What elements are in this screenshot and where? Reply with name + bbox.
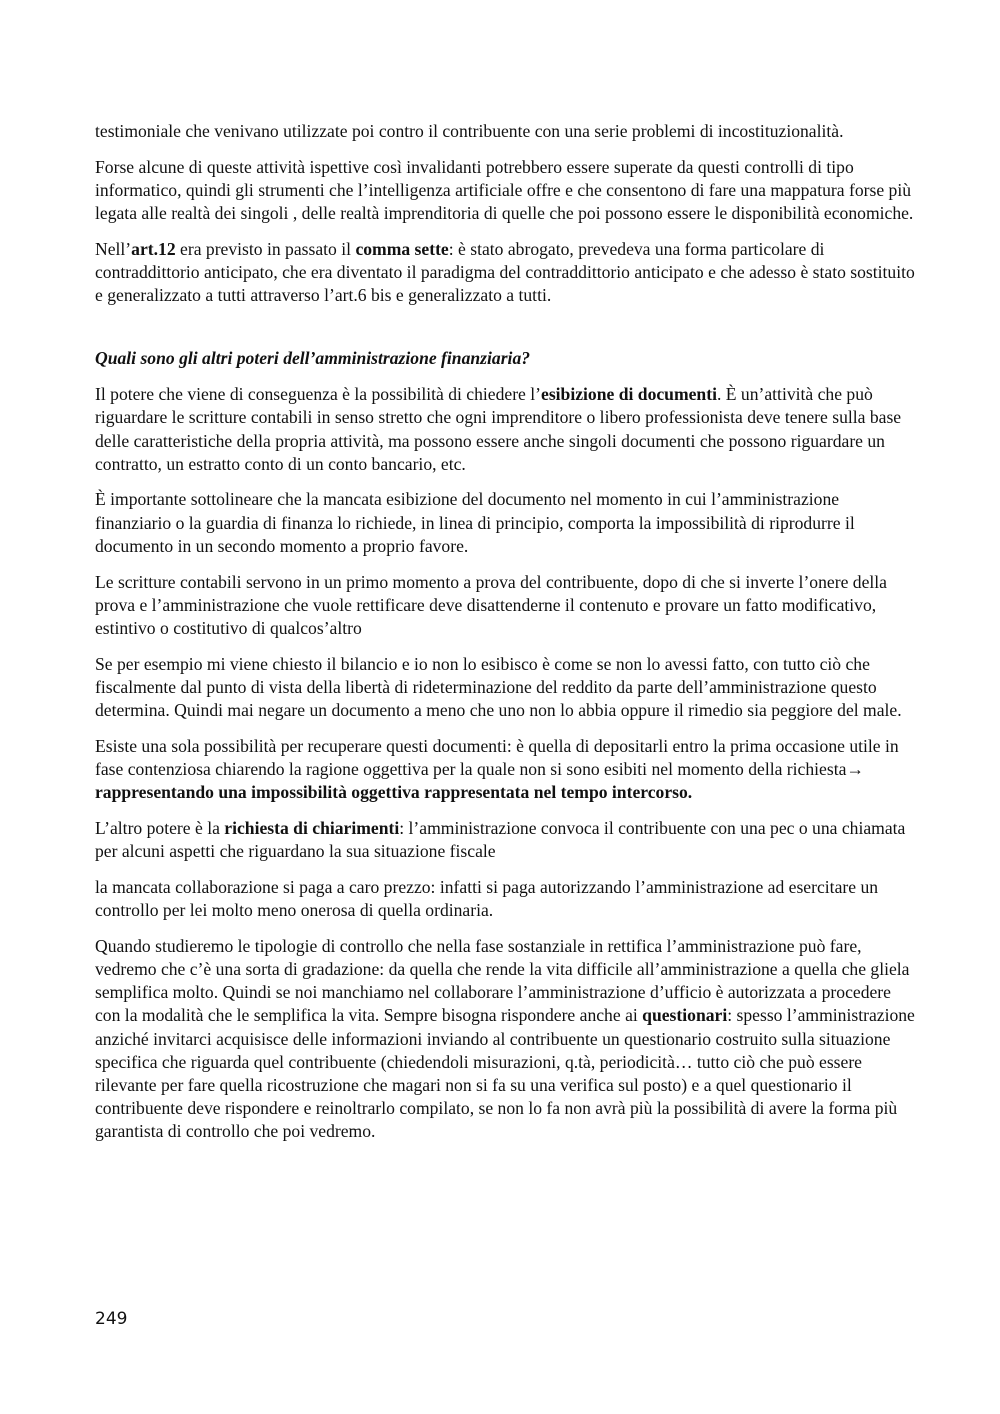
bold-text: comma sette <box>355 238 449 259</box>
text-run: Forse alcune di queste attività ispettive così invalidanti potrebbero essere superate da questi controlli di tipo informatico, quindi gli strumenti che l’intelligenza artificiale offre e che consentono di fare una mappatura forse più legata alle realtà dei singoli , delle realtà imprenditoria di quelle che poi possono essere le disponibilità economiche. <box>95 156 914 224</box>
text-run: : spesso l’amministrazione anziché invitarci acquisisce delle informazioni inviando al contribuente un questionario costruito sulla situazione specifica che riguarda quel contribuente (chiedendoli misurazioni, q.tà, periodicità… tutto ciò che può essere rilevante per fare quella ricostruzione che magari non si fa su una verifica sul posto) e a quel questionario il contribuente deve rispondere e reinoltrarlo compilato, se non lo fa non avrà più la possibilità di avere la forma più garantista di controllo che poi vedremo. <box>95 1005 915 1142</box>
bold-text: questionari <box>642 1005 728 1026</box>
body-text <box>95 120 915 1156</box>
arrow-right-icon: → <box>846 758 864 779</box>
paragraph <box>95 120 915 143</box>
text-run: la mancata collaborazione si paga a caro prezzo: infatti si paga autorizzando l’amministrazione ad esercitare un controllo per lei molto meno onerosa di quella ordinaria. <box>95 876 879 920</box>
bold-text: esibizione di documenti <box>541 384 717 405</box>
paragraph <box>95 876 915 922</box>
text-run: era previsto in passato il <box>175 238 356 259</box>
paragraph <box>95 817 915 863</box>
text-run: Esiste una sola possibilità per recuperare questi documenti: è quella di depositarli entro la prima occasione utile in fase contenziosa chiarendo la ragione oggettiva per la quale non si sono esibiti nel momento della richiesta <box>95 735 899 779</box>
paragraph <box>95 383 915 476</box>
text-run: Il potere che viene di conseguenza è la possibilità di chiedere l’ <box>95 384 542 405</box>
text-run: È importante sottolineare che la mancata esibizione del documento nel momento in cui l’amministrazione finanziario o la guardia di finanza lo richiede, in linea di principio, comporta la impossibilità di riprodurre il documento in un secondo momento a proprio favore. <box>95 489 855 556</box>
bold-text: richiesta di chiarimenti <box>224 817 400 838</box>
text-run: : è stato abrogato, prevedeva una forma particolare di contraddittorio anticipato, che era diventato il paradigma del contraddittorio anticipato e che adesso è stato sostituito e generalizzato a tutti attraverso l’art.6 bis e generalizzato a tutti. <box>95 238 915 306</box>
paragraph <box>95 238 915 308</box>
section-question-heading <box>95 347 915 370</box>
bold-text: rappresentando una impossibilità oggettiva rappresentata nel tempo intercorso. <box>95 782 693 803</box>
paragraph <box>95 935 915 1144</box>
text-run: testimoniale che venivano utilizzate poi contro il contribuente con una serie problemi di incostituzionalità. <box>95 121 844 141</box>
paragraph <box>95 571 915 641</box>
text-run: Quali sono gli altri poteri dell’amministrazione finanziaria? <box>95 348 531 369</box>
text-run: L’altro potere è la <box>95 817 225 838</box>
text-run: Se per esempio mi viene chiesto il bilancio e io non lo esibisco è come se non lo avessi fatto, con tutto ciò che fiscalmente dal punto di vista della libertà di rideterminazione del reddito da parte dell’amministrazione questo determina. Quindi mai negare un documento a meno che uno non lo abbia oppure il rimedio sia peggiore del male. <box>95 653 902 721</box>
paragraph <box>95 488 915 558</box>
bold-text: art.12 <box>131 238 176 259</box>
text-run: Nell’ <box>95 238 132 259</box>
paragraph <box>95 735 915 805</box>
text-run: : l’amministrazione convoca il contribuente con una pec o una chiamata per alcuni aspetti che riguardano la sua situazione fiscale <box>95 817 906 862</box>
paragraph <box>95 156 915 226</box>
paragraph <box>95 653 915 723</box>
text-run: Le scritture contabili servono in un primo momento a prova del contribuente, dopo di che si inverte l’onere della prova e l’amministrazione che vuole rettificare deve disattenderne il contenuto e provare un fatto modificativo, estintivo o costitutivo di qualcos’altro <box>95 571 887 638</box>
text-run: Quando studieremo le tipologie di controllo che nella fase sostanziale in rettifica l’amministrazione può fare, vedremo che c’è una sorta di gradazione: da quella che rende la vita difficile all’amministrazione a quella che gliela semplifica molto. Quindi se noi manchiamo nel collaborare l’amministrazione d’ufficio è autorizzata a procedere con la modalità che le semplifica la vita. Sempre bisogna rispondere anche ai <box>95 935 910 1026</box>
page-number: 249 <box>95 1309 128 1329</box>
text-run: . È un’attività che può riguardare le scritture contabili in senso stretto che ogni imprenditore o libero professionista deve tenere sulla base delle caratteristiche della propria attività, ma possono essere anche singoli documenti che possono riguardare un contratto, un estratto conto di un conto bancario, etc. <box>95 384 902 474</box>
